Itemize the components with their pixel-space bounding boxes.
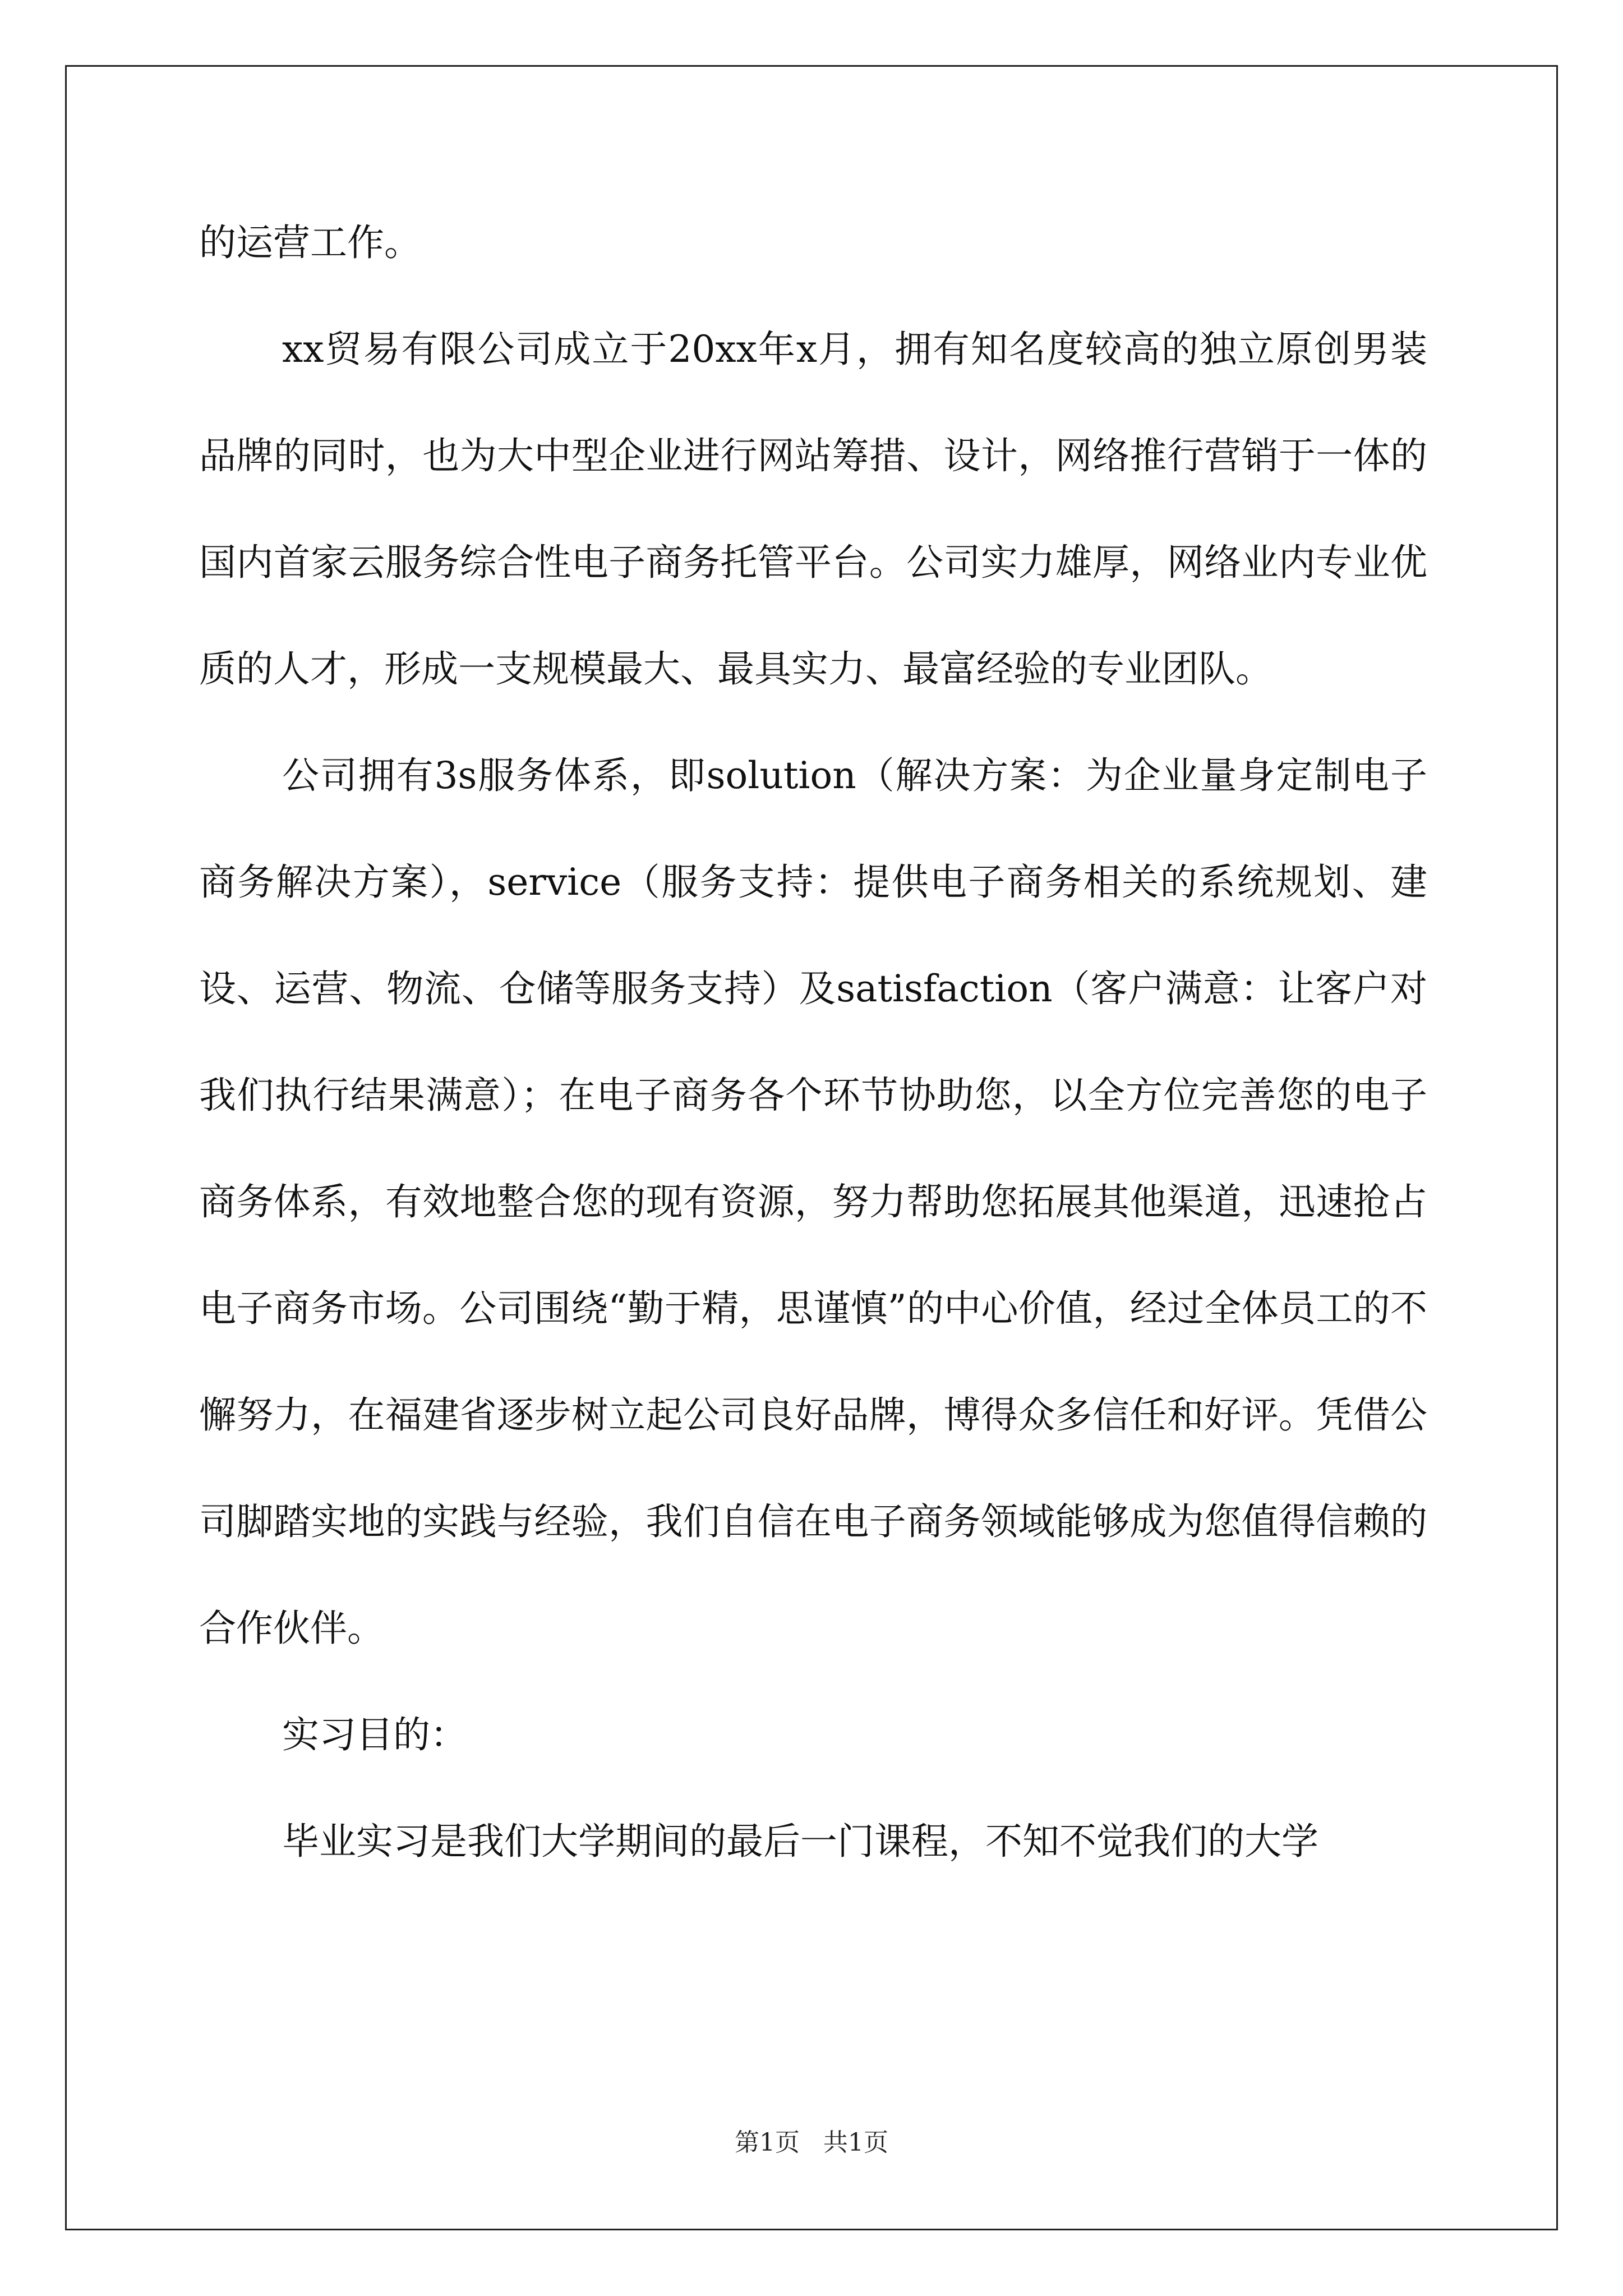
page-footer bbox=[0, 2126, 1623, 2160]
paragraph-company-intro: xx贸易有限公司成立于20xx年x月，拥有知名度较高的独立原创男装品牌的同时，也为大中型企业进行网站筹措、设计，网络推行营销于一体的国内首家云服务综合性电子商务托管平台。公司实力雄厚，网络业内专业优质的人才，形成一支规模最大、最具实力、最富经验的专业团队。 bbox=[199, 328, 1427, 691]
paragraph-continuation: 的运营工作。 bbox=[199, 221, 421, 264]
document-body bbox=[199, 190, 1427, 1895]
page-number: 第1页 bbox=[735, 2128, 800, 2157]
page-total: 共1页 bbox=[823, 2128, 888, 2157]
paragraph-heading-purpose: 实习目的： bbox=[282, 1713, 467, 1756]
paragraph-internship-purpose: 毕业实习是我们大学期间的最后一门课程，不知不觉我们的大学 bbox=[282, 1820, 1318, 1863]
paragraph-service-system: 公司拥有3s服务体系，即solution（解决方案：为企业量身定制电子商务解决方案），service（服务支持：提供电子商务相关的系统规划、建设、运营、物流、仓储等服务支持）及satisfaction（客户满意：让客户对我们执行结果满意）；在电子商务各个环节协助您，以全方位完善您的电子商务体系，有效地整合您的现有资源，努力帮助您拓展其他渠道，迅速抢占电子商务市场。公司围绕“勤于精，思谨慎”的中心价值，经过全体员工的不懈努力，在福建省逐步树立起公司良好品牌，博得众多信任和好评。凭借公司脚踏实地的实践与经验，我们自信在电子商务领域能够成为您值得信赖的合作伙伴。 bbox=[199, 754, 1427, 1650]
